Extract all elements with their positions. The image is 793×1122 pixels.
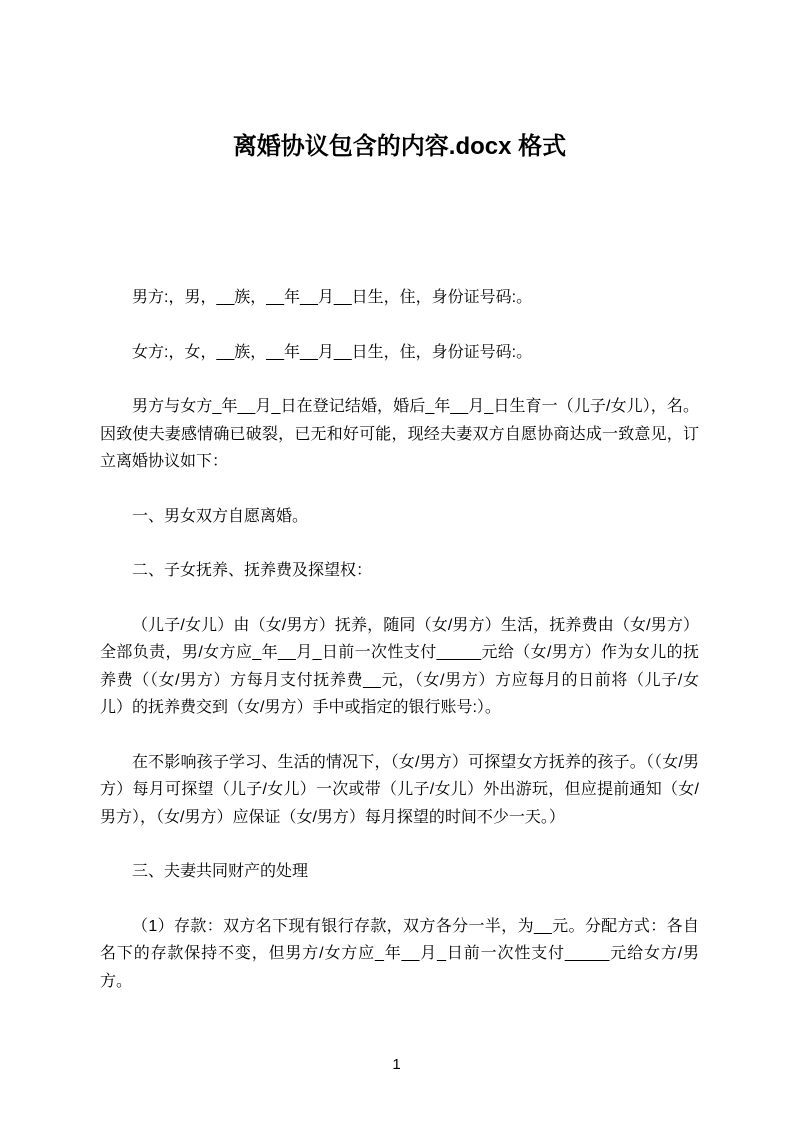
party-b-info-paragraph: 女方:，女，__族，__年__月__日生，住，身份证号码:。: [132, 343, 533, 361]
document-title: 离婚协议包含的内容.docx 格式: [232, 133, 567, 160]
clause-2-heading-custody: 二、子女抚养、抚养费及探望权：: [132, 562, 373, 579]
party-a-info-paragraph: 男方:，男，__族，__年__月__日生，住，身份证号码:。: [132, 289, 533, 306]
clause-2-visitation-paragraph: 在不影响孩子学习、生活的情况下，（女/男方）可探望女方抚养的孩子。（（女/男方）每月可探望（儿子/女儿）一次或带（儿子/女儿）外出游玩，但应提前通知（女/男方），（女/男方）应保证（女/男方）每月探望的时间不少一天。）: [100, 753, 699, 826]
clause-1-voluntary-divorce: 一、男女双方自愿离婚。: [132, 507, 309, 525]
clause-2-custody-support-paragraph: （儿子/女儿）由（女/男方）抚养，随同（女/男方）生活，抚养费由（女/男方）全部负责，男/女方应_年__月_日前一次性支付_____元给（女/男方）作为女儿的抚养费（（女/男方）方每月支付抚养费__元，（女/男方）方应每月的日前将（儿子/女儿）的抚养费交到（女/男方）手中或指定的银行账号:）。: [100, 616, 699, 716]
page-number: 1: [392, 1056, 401, 1073]
clause-3-heading-property: 三、夫妻共同财产的处理: [132, 863, 309, 880]
clause-3-deposits-paragraph: （1）存款：双方名下现有银行存款，双方各分一半，为__元。分配方式：各自名下的存款保持不变，但男方/女方应_年__月_日前一次性支付_____元给女方/男方。: [100, 917, 699, 990]
marriage-intro-paragraph: 男方与女方_年__月_日在登记结婚，婚后_年__月_日生育一（儿子/女儿），名。因致使夫妻感情确已破裂，已无和好可能，现经夫妻双方自愿协商达成一致意见，订立离婚协议如下：: [100, 398, 699, 470]
